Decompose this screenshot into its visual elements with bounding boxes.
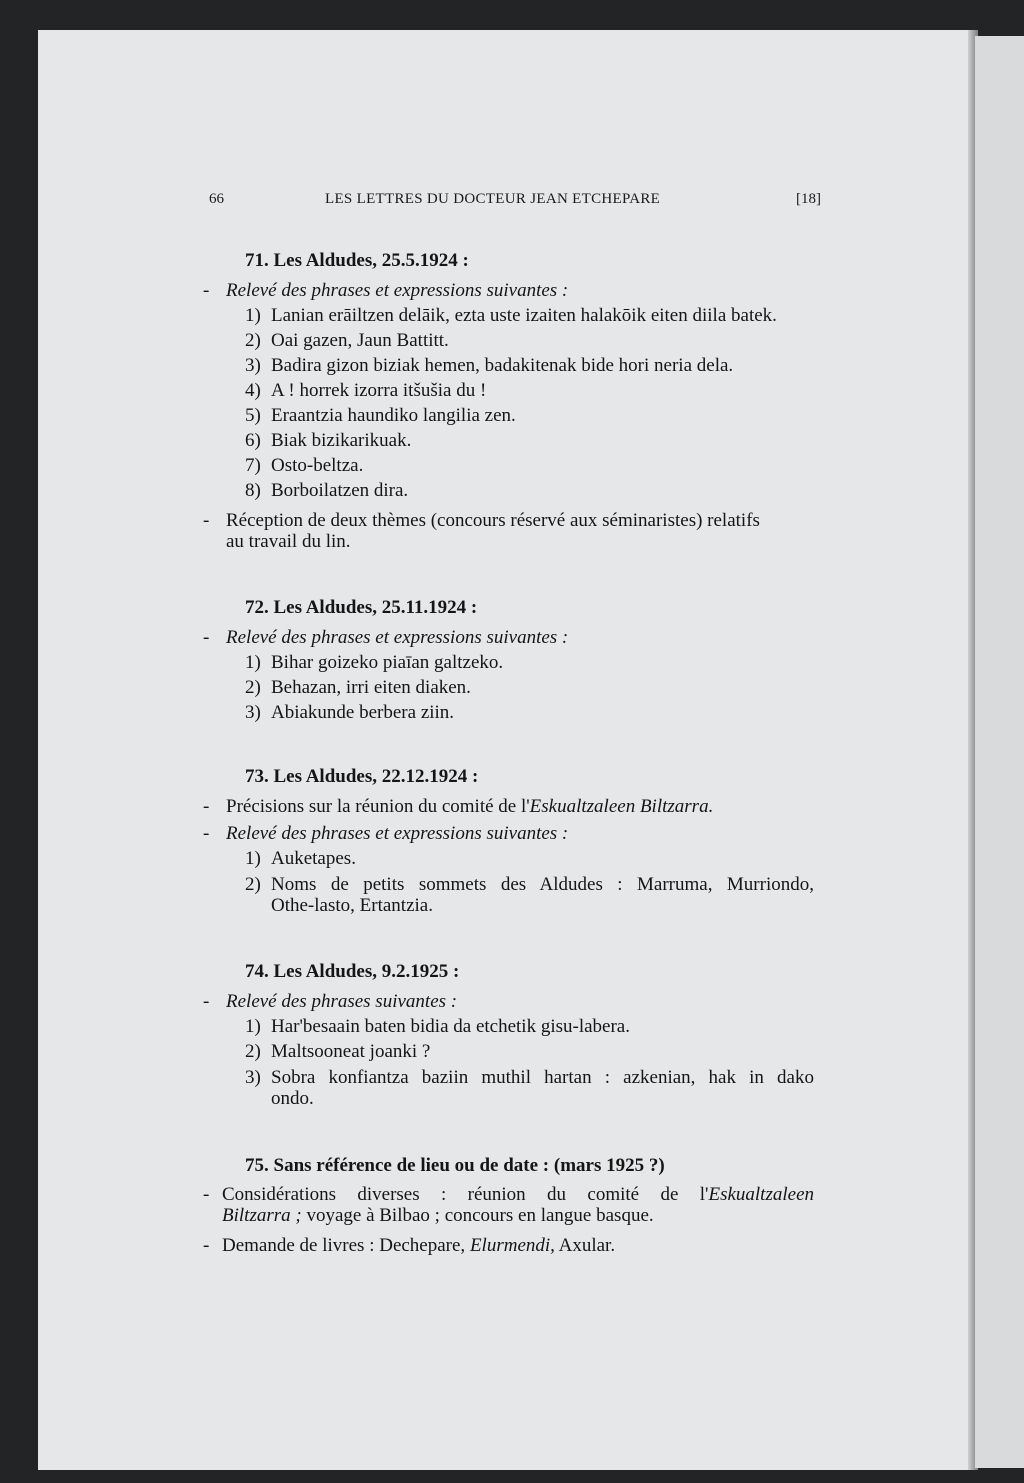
releve-line: Relevé des phrases suivantes : xyxy=(226,991,458,1012)
dash: - xyxy=(203,280,210,301)
item-number: 1) xyxy=(245,848,261,869)
reception-note: Réception de deux thèmes (concours réservé aux séminaristes) relatifs xyxy=(226,510,760,531)
item-number: 3) xyxy=(245,702,261,723)
association-name: Eskualtzaleen xyxy=(708,1184,814,1205)
item-number: 2) xyxy=(245,1041,261,1062)
item-text-cont: ondo. xyxy=(271,1088,314,1109)
item-number: 7) xyxy=(245,455,261,476)
dash: - xyxy=(203,1235,210,1256)
item-text: Osto-beltza. xyxy=(271,455,364,476)
running-title: LES LETTRES DU DOCTEUR JEAN ETCHEPARE xyxy=(325,191,661,207)
item-text: Eraantzia haundiko langilia zen. xyxy=(271,405,516,426)
item-number: 6) xyxy=(245,430,261,451)
releve-line: Relevé des phrases et expressions suivantes : xyxy=(226,280,569,301)
releve-line: Relevé des phrases et expressions suivantes : xyxy=(226,627,569,648)
reception-note-cont: au travail du lin. xyxy=(226,531,351,552)
dash: - xyxy=(203,510,210,531)
dash: - xyxy=(203,991,210,1012)
facing-page-edge xyxy=(975,36,1024,1468)
item-number: 2) xyxy=(245,677,261,698)
item-text: Lanian erāiltzen delāik, ezta uste izaiten halakōik eiten diila batek. xyxy=(271,305,777,326)
item-text-cont: Othe-lasto, Ertantzia. xyxy=(271,895,433,916)
item-text: Biak bizikarikuak. xyxy=(271,430,412,451)
item-number: 1) xyxy=(245,1016,261,1037)
releve-line: Relevé des phrases et expressions suivantes : xyxy=(226,823,569,844)
page-number: 66 xyxy=(209,191,224,207)
entry-heading: 74. Les Aldudes, 9.2.1925 : xyxy=(245,961,460,982)
item-number: 2) xyxy=(245,330,261,351)
item-number: 2) xyxy=(245,874,261,895)
entry-heading: 75. Sans référence de lieu ou de date : (mars 1925 ?) xyxy=(245,1155,665,1176)
considerations-rest: voyage à Bilbao ; concours en langue basque. xyxy=(301,1205,654,1226)
demande-rest: Axular. xyxy=(554,1235,616,1256)
item-number: 5) xyxy=(245,405,261,426)
demande-text: Demande de livres : Dechepare, xyxy=(222,1235,470,1256)
section-ref: [18] xyxy=(796,191,821,207)
item-number: 3) xyxy=(245,1067,261,1088)
precision-line xyxy=(226,795,713,819)
item-text: Oai gazen, Jaun Battitt. xyxy=(271,330,449,351)
item-number: 3) xyxy=(245,355,261,376)
precision-text: Précisions sur la réunion du comité de l' xyxy=(226,796,530,817)
item-text: A ! horrek izorra itšušia du ! xyxy=(271,380,487,401)
item-text: Noms de petits sommets des Aldudes : Marruma, Murriondo, xyxy=(271,874,814,895)
item-text: Behazan, irri eiten diaken. xyxy=(271,677,471,698)
dash: - xyxy=(203,796,210,817)
association-name-cont: Biltzarra ; xyxy=(222,1205,302,1226)
association-name: Eskualtzaleen Biltzarra. xyxy=(529,796,714,817)
running-header xyxy=(209,191,821,211)
book-title: Elurmendi, xyxy=(469,1235,555,1256)
item-text: Borboilatzen dira. xyxy=(271,480,409,501)
item-text: Maltsooneat joanki ? xyxy=(271,1041,431,1062)
item-number: 1) xyxy=(245,305,261,326)
considerations-cont xyxy=(222,1204,654,1228)
considerations-text: Considérations diverses : réunion du comité de l' xyxy=(222,1184,709,1205)
demande-line xyxy=(222,1234,615,1258)
item-number: 4) xyxy=(245,380,261,401)
entry-heading: 72. Les Aldudes, 25.11.1924 : xyxy=(245,597,478,618)
entry-heading: 71. Les Aldudes, 25.5.1924 : xyxy=(245,250,469,271)
item-text: Abiakunde berbera ziin. xyxy=(271,702,455,723)
item-text: Bihar goizeko piaīan galtzeko. xyxy=(271,652,504,673)
item-text: Sobra konfiantza baziin muthil hartan : azkenian, hak in dako xyxy=(271,1067,814,1088)
item-number: 8) xyxy=(245,480,261,501)
dash: - xyxy=(203,823,210,844)
dash: - xyxy=(203,1184,210,1205)
entry-heading: 73. Les Aldudes, 22.12.1924 : xyxy=(245,766,479,787)
item-text: Badira gizon biziak hemen, badakitenak bide hori neria dela. xyxy=(271,355,734,376)
item-text: Auketapes. xyxy=(271,848,356,869)
item-text: Har'besaain baten bidia da etchetik gisu-labera. xyxy=(271,1016,630,1037)
dash: - xyxy=(203,627,210,648)
item-number: 1) xyxy=(245,652,261,673)
